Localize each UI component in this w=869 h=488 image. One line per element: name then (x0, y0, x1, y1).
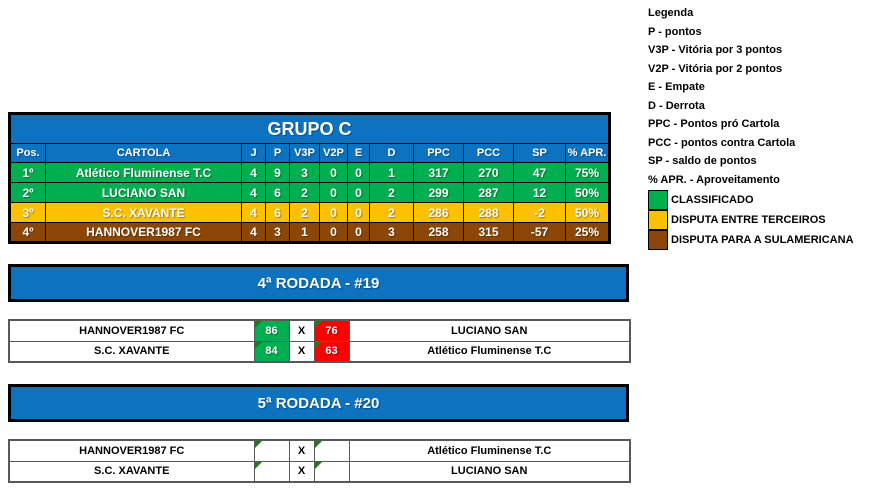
home-team-cell: S.C. XAVANTE (9, 461, 254, 482)
legend-item-v2p: V2P - Vitória por 2 pontos (648, 62, 783, 75)
stat-cell-j: 4 (242, 163, 266, 183)
away-score-cell[interactable] (314, 461, 349, 482)
legend-row-classificado (648, 190, 866, 210)
versus-cell: X (289, 320, 314, 341)
classificado-label: CLASSIFICADO (671, 194, 754, 206)
team-cell: S.C. XAVANTE (46, 203, 242, 223)
cell-flag-triangle (315, 321, 322, 328)
legend-item-p: P - pontos (648, 25, 702, 38)
legend-color-key (648, 190, 866, 250)
stat-cell-sp: -57 (514, 223, 566, 243)
away-team-cell: LUCIANO SAN (349, 320, 630, 341)
stat-cell-sp: 12 (514, 183, 566, 203)
home-score-cell (254, 320, 289, 341)
stat-cell-apr: 50% (566, 183, 610, 203)
cell-flag-triangle (315, 462, 322, 469)
group-title-row (10, 114, 610, 144)
legend-item-v3p: V3P - Vitória por 3 pontos (648, 44, 783, 56)
stat-cell-e: 0 (348, 223, 370, 243)
legend-item-e: E - Empate (648, 81, 705, 93)
stat-cell-ppc: 299 (414, 183, 464, 203)
home-score-cell (254, 341, 289, 362)
sulamericana-color-swatch (648, 230, 668, 250)
match-row (9, 341, 630, 362)
away-team-cell: Atlético Fluminense T.C (349, 341, 630, 362)
standings-header-row (10, 144, 610, 163)
versus-cell: X (289, 461, 314, 482)
column-header-v3p: V3P (290, 144, 320, 163)
match-row (9, 461, 630, 482)
legend-item-pcc: PCC - pontos contra Cartola (648, 136, 796, 149)
stat-cell-d: 3 (370, 223, 414, 243)
stat-cell-apr: 25% (566, 223, 610, 243)
home-team-cell: HANNOVER1987 FC (9, 440, 254, 461)
standings-row-4 (10, 223, 610, 243)
group-title: GRUPO C (10, 114, 610, 144)
standings-row-1 (10, 163, 610, 183)
column-header-pos: Pos. (10, 144, 46, 163)
stat-cell-d: 1 (370, 163, 414, 183)
stat-cell-pcc: 315 (464, 223, 514, 243)
cell-flag-triangle (255, 441, 262, 448)
column-header-sp: SP (514, 144, 566, 163)
home-score-value: 86 (265, 324, 278, 337)
legend-item-d: D - Derrota (648, 99, 705, 112)
stat-cell-d: 2 (370, 203, 414, 223)
legend (648, 4, 866, 250)
stat-cell-e: 0 (348, 183, 370, 203)
stat-cell-ppc: 286 (414, 203, 464, 223)
cell-flag-triangle (315, 342, 322, 349)
round-5-matches-table (8, 439, 631, 483)
cell-flag-triangle (315, 441, 322, 448)
stat-cell-v3p: 3 (290, 163, 320, 183)
column-header-pcc: PCC (464, 144, 514, 163)
stat-cell-v3p: 1 (290, 223, 320, 243)
home-team-cell: S.C. XAVANTE (9, 341, 254, 362)
stat-cell-sp: -2 (514, 203, 566, 223)
cell-flag-triangle (255, 342, 262, 349)
stat-cell-p: 6 (266, 203, 290, 223)
stat-cell-e: 0 (348, 163, 370, 183)
stat-cell-ppc: 317 (414, 163, 464, 183)
stat-cell-p: 6 (266, 183, 290, 203)
column-header-j: J (242, 144, 266, 163)
away-score-value: 63 (325, 345, 338, 358)
column-header-ppc: PPC (414, 144, 464, 163)
classificado-color-swatch (648, 190, 668, 210)
pos-cell: 1º (10, 163, 46, 183)
group-standings-table (8, 112, 611, 244)
match-row (9, 320, 630, 341)
away-score-cell (314, 320, 349, 341)
versus-cell: X (289, 440, 314, 461)
stat-cell-pcc: 287 (464, 183, 514, 203)
legend-item-ppc: PPC - Pontos pró Cartola (648, 118, 780, 130)
column-header-v2p: V2P (320, 144, 348, 163)
stat-cell-apr: 50% (566, 203, 610, 223)
column-header-cartola: CARTOLA (46, 144, 242, 163)
column-header-d: D (370, 144, 414, 163)
column-header-p: P (266, 144, 290, 163)
home-score-value: 84 (265, 345, 278, 358)
stat-cell-v2p: 0 (320, 183, 348, 203)
terceiros-color-swatch (648, 210, 668, 230)
column-header-e: E (348, 144, 370, 163)
legend-row-terceiros (648, 210, 866, 230)
round-4-title: 4ª RODADA - #19 (257, 274, 380, 292)
away-score-value: 76 (325, 324, 338, 337)
stat-cell-v3p: 2 (290, 203, 320, 223)
team-cell: LUCIANO SAN (46, 183, 242, 203)
stat-cell-pcc: 270 (464, 163, 514, 183)
home-score-cell[interactable] (254, 440, 289, 461)
legend-item-sp: SP - saldo de pontos (648, 155, 757, 167)
away-team-cell: LUCIANO SAN (349, 461, 630, 482)
stat-cell-sp: 47 (514, 163, 566, 183)
match-row (9, 440, 630, 461)
terceiros-label: DISPUTA ENTRE TERCEIROS (671, 214, 826, 226)
stat-cell-p: 3 (266, 223, 290, 243)
stat-cell-ppc: 258 (414, 223, 464, 243)
stat-cell-v2p: 0 (320, 163, 348, 183)
versus-cell: X (289, 341, 314, 362)
stat-cell-v2p: 0 (320, 203, 348, 223)
home-team-cell: HANNOVER1987 FC (9, 320, 254, 341)
pos-cell: 3º (10, 203, 46, 223)
round-4-banner (8, 264, 629, 302)
pos-cell: 4º (10, 223, 46, 243)
stat-cell-j: 4 (242, 203, 266, 223)
away-score-cell (314, 341, 349, 362)
stat-cell-p: 9 (266, 163, 290, 183)
cell-flag-triangle (255, 462, 262, 469)
stat-cell-v2p: 0 (320, 223, 348, 243)
round-5-banner (8, 384, 629, 422)
legend-row-sulamericana (648, 230, 866, 250)
stat-cell-d: 2 (370, 183, 414, 203)
stat-cell-v3p: 2 (290, 183, 320, 203)
away-team-cell: Atlético Fluminense T.C (349, 440, 630, 461)
stat-cell-pcc: 288 (464, 203, 514, 223)
stat-cell-e: 0 (348, 203, 370, 223)
round-4-matches-table (8, 319, 631, 363)
away-score-cell[interactable] (314, 440, 349, 461)
standings-row-3 (10, 203, 610, 223)
stat-cell-j: 4 (242, 223, 266, 243)
column-header-apr: % APR. (566, 144, 610, 163)
stat-cell-apr: 75% (566, 163, 610, 183)
stat-cell-j: 4 (242, 183, 266, 203)
round-5-title: 5ª RODADA - #20 (257, 394, 380, 412)
legend-item-apr: % APR. - Aproveitamento (648, 173, 780, 186)
team-cell: Atlético Fluminense T.C (46, 163, 242, 183)
sulamericana-label: DISPUTA PARA A SULAMERICANA (671, 234, 854, 246)
standings-row-2 (10, 183, 610, 203)
home-score-cell[interactable] (254, 461, 289, 482)
legend-title: Legenda (648, 7, 694, 19)
team-cell: HANNOVER1987 FC (46, 223, 242, 243)
cell-flag-triangle (255, 321, 262, 328)
pos-cell: 2º (10, 183, 46, 203)
